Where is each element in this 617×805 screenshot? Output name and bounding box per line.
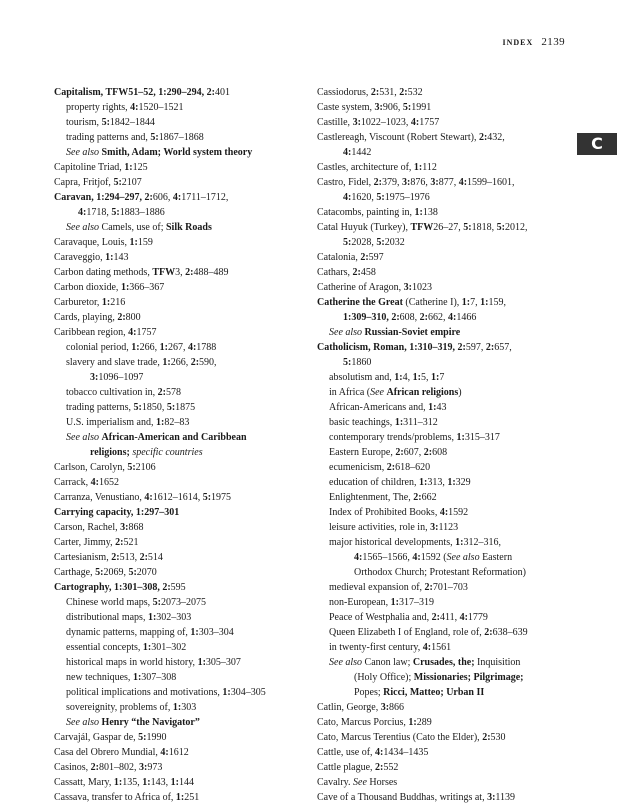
index-subentry: leisure activities, role in, 3:1123 <box>329 522 459 533</box>
index-subentry: sovereignity, problems of, 1:303 <box>66 702 197 713</box>
index-entry: Catal Huyuk (Turkey), TFW26–27, 5:1818, 5:2012, <box>317 222 528 233</box>
index-subentry: trading patterns, 5:1850, 5:1875 <box>66 402 196 413</box>
index-entry: Carthage, 5:2069, 5:2070 <box>54 567 157 578</box>
index-entry: Carter, Jimmy, 2:521 <box>54 537 139 548</box>
index-entry: Catherine the Great (Catherine I), 1:7, 1:159, <box>317 297 506 308</box>
index-subentry: slavery and slave trade, 1:266, 2:590, <box>66 357 217 368</box>
index-subentry: colonial period, 1:266, 1:267, 4:1788 <box>66 342 217 353</box>
index-subentry: Enlightenment, The, 2:662 <box>329 492 437 503</box>
index-entry: Catalonia, 2:597 <box>317 252 384 263</box>
index-subentry: non-European, 1:317–319 <box>329 597 434 608</box>
index-entry: Catacombs, painting in, 1:138 <box>317 207 438 218</box>
index-subentry: See also Smith, Adam; World system theory <box>66 147 253 158</box>
index-entry: Capitalism, TFW51–52, 1:290–294, 2:401 <box>54 87 230 98</box>
index-subentry: Peace of Westphalia and, 2:411, 4:1779 <box>329 612 488 623</box>
index-entry: Cassava, transfer to Africa of, 1:251 <box>54 792 200 803</box>
index-entry-continuation: 5:2028, 5:2032 <box>343 237 405 248</box>
index-entry-continuation: 4:1620, 5:1975–1976 <box>343 192 430 203</box>
index-subentry: in Africa (See African religions) <box>329 387 462 398</box>
index-subentry: new techniques, 1:307–308 <box>66 672 177 683</box>
index-entry: Carrack, 4:1652 <box>54 477 119 488</box>
index-subentry: in twenty-first century, 4:1561 <box>329 642 452 653</box>
index-entry-continuation: 4:1718, 5:1883–1886 <box>78 207 165 218</box>
index-entry: Castro, Fidel, 2:379, 3:876, 3:877, 4:1599–1601, <box>317 177 515 188</box>
index-entry: Carburetor, 1:216 <box>54 297 126 308</box>
index-entry-continuation: (Holy Office); Missionaries; Pilgrimage; <box>354 672 524 683</box>
letter-tab: C <box>577 133 617 155</box>
index-entry: Cards, playing, 2:800 <box>54 312 141 323</box>
index-entry: Capra, Fritjof, 5:2107 <box>54 177 142 188</box>
index-subentry: trading patterns and, 5:1867–1868 <box>66 132 204 143</box>
index-entry: Caravaque, Louis, 1:159 <box>54 237 153 248</box>
index-entry: Casa del Obrero Mundial, 4:1612 <box>54 747 189 758</box>
index-entry: Caravan, 1:294–297, 2:606, 4:1711–1712, <box>54 192 229 203</box>
index-subentry: Chinese world maps, 5:2073–2075 <box>66 597 206 608</box>
index-subentry: Index of Prohibited Books, 4:1592 <box>329 507 469 518</box>
index-entry-continuation: Orthodox Church; Protestant Reformation) <box>354 567 526 578</box>
index-entry-continuation: Popes; Ricci, Matteo; Urban II <box>354 687 485 698</box>
index-subentry: U.S. imperialism and, 1:82–83 <box>66 417 190 428</box>
index-subentry: tobacco cultivation in, 2:578 <box>66 387 181 398</box>
index-entry: Carbon dioxide, 1:366–367 <box>54 282 165 293</box>
index-entry: Caribbean region, 4:1757 <box>54 327 157 338</box>
index-subentry: See also Canon law; Crusades, the; Inquisition <box>329 657 521 668</box>
index-subentry: African-Americans and, 1:43 <box>329 402 447 413</box>
index-subentry: basic teachings, 1:311–312 <box>329 417 438 428</box>
index-entry: Casinos, 2:801–802, 3:973 <box>54 762 163 773</box>
index-entry: Carlson, Carolyn, 5:2106 <box>54 462 156 473</box>
index-entry: Capitoline Triad, 1:125 <box>54 162 148 173</box>
index-subentry: dynamic patterns, mapping of, 1:303–304 <box>66 627 234 638</box>
index-entry-continuation: 1:309–310, 2:608, 2:662, 4:1466 <box>343 312 477 323</box>
index-entry: Cartesianism, 2:513, 2:514 <box>54 552 163 563</box>
index-entry: Catlin, George, 3:866 <box>317 702 405 713</box>
index-entry: Cato, Marcus Terentius (Cato the Elder), 2:530 <box>317 732 506 743</box>
index-entry: Catherine of Aragon, 3:1023 <box>317 282 432 293</box>
index-subentry: Eastern Europe, 2:607, 2:608 <box>329 447 448 458</box>
index-entry: Cassiodorus, 2:531, 2:532 <box>317 87 423 98</box>
index-entry: Castille, 3:1022–1023, 4:1757 <box>317 117 440 128</box>
index-entry-continuation: 4:1442 <box>343 147 372 158</box>
index-entry: Cato, Marcus Porcius, 1:289 <box>317 717 432 728</box>
index-subentry: education of children, 1:313, 1:329 <box>329 477 471 488</box>
index-column-right <box>317 85 573 805</box>
index-subentry: distributional maps, 1:302–303 <box>66 612 192 623</box>
index-entry: Cattle plague, 2:552 <box>317 762 399 773</box>
index-subentry: essential concepts, 1:301–302 <box>66 642 187 653</box>
index-entry: Castles, architecture of, 1:112 <box>317 162 437 173</box>
index-entry: Cartography, 1:301–308, 2:595 <box>54 582 186 593</box>
index-entry: Carranza, Venustiano, 4:1612–1614, 5:1975 <box>54 492 232 503</box>
index-subentry: tourism, 5:1842–1844 <box>66 117 155 128</box>
index-entry-continuation: 4:1565–1566, 4:1592 (See also Eastern <box>354 552 513 563</box>
index-subentry: historical maps in world history, 1:305–307 <box>66 657 241 668</box>
running-head <box>502 36 565 48</box>
index-subentry: political implications and motivations, 1:304–305 <box>66 687 266 698</box>
index-entry-continuation: 3:1096–1097 <box>90 372 144 383</box>
page-number: 2139 <box>541 36 565 48</box>
index-entry: Castlereagh, Viscount (Robert Stewart), 2:432, <box>317 132 505 143</box>
index-subentry: See also Russian-Soviet empire <box>329 327 461 338</box>
index-entry: Caraveggio, 1:143 <box>54 252 129 263</box>
index-entry: Cathars, 2:458 <box>317 267 376 278</box>
running-head-word: INDEX <box>502 38 534 47</box>
index-entry-continuation: 5:1860 <box>343 357 372 368</box>
index-subentry: See also African-American and Caribbean <box>66 432 247 443</box>
index-entry: Cave of a Thousand Buddhas, writings at, 3:1139 <box>317 792 516 803</box>
index-subentry: See also Camels, use of; Silk Roads <box>66 222 212 233</box>
index-subentry: major historical developments, 1:312–316, <box>329 537 501 548</box>
index-subentry: Queen Elizabeth I of England, role of, 2:638–639 <box>329 627 528 638</box>
index-entry: Carrying capacity, 1:297–301 <box>54 507 180 518</box>
index-entry: Carvajál, Gaspar de, 5:1990 <box>54 732 167 743</box>
index-entry-continuation: religions; specific countries <box>90 447 203 458</box>
index-entry: Cavalry. See Horses <box>317 777 398 788</box>
index-entry: Carbon dating methods, TFW3, 2:488–489 <box>54 267 229 278</box>
index-entry: Cattle, use of, 4:1434–1435 <box>317 747 429 758</box>
index-subentry: absolutism and, 1:4, 1:5, 1:7 <box>329 372 445 383</box>
index-entry: Catholicism, Roman, 1:310–319, 2:597, 2:657, <box>317 342 512 353</box>
index-subentry: ecumenicism, 2:618–620 <box>329 462 431 473</box>
index-subentry: See also Henry “the Navigator” <box>66 717 200 728</box>
index-column-left <box>54 85 310 805</box>
index-subentry: property rights, 4:1520–1521 <box>66 102 184 113</box>
index-entry: Caste system, 3:906, 5:1991 <box>317 102 432 113</box>
index-subentry: medieval expansion of, 2:701–703 <box>329 582 468 593</box>
index-entry: Cassatt, Mary, 1:135, 1:143, 1:144 <box>54 777 194 788</box>
index-subentry: contemporary trends/problems, 1:315–317 <box>329 432 500 443</box>
index-entry: Carson, Rachel, 3:868 <box>54 522 144 533</box>
